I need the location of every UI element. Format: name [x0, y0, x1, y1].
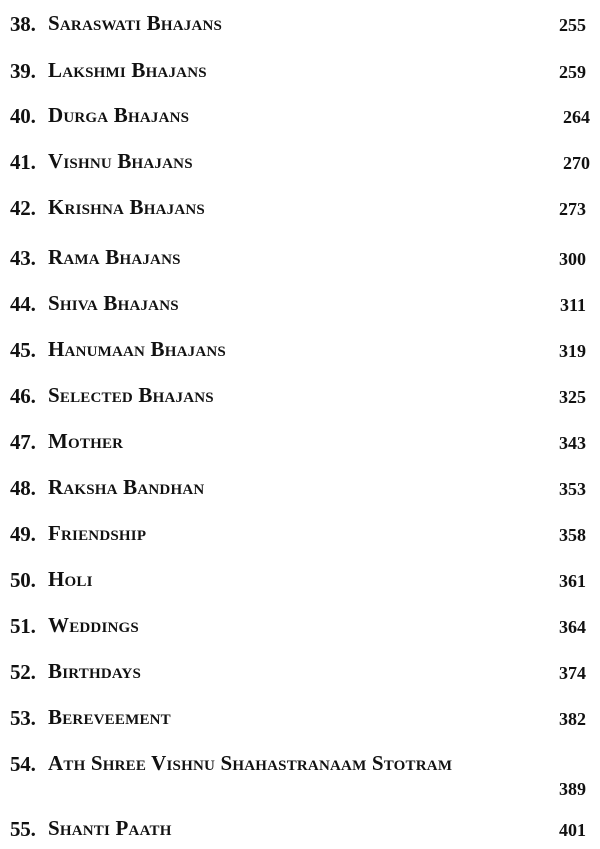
entry-page: 364	[559, 617, 586, 637]
entry-title: Bereveement	[48, 705, 171, 729]
entry-title: Weddings	[48, 613, 139, 637]
entry-number: 52.	[10, 660, 36, 684]
entry-title: Raksha Bandhan	[48, 475, 205, 499]
entry-title: Holi	[48, 567, 93, 591]
entry-number: 54.	[10, 752, 36, 776]
entry-page: 273	[559, 199, 586, 219]
entry-title: Friendship	[48, 521, 147, 545]
entry-number: 51.	[10, 614, 36, 638]
entry-page: 382	[559, 709, 586, 729]
entry-page: 343	[559, 433, 586, 453]
entry-title: Mother	[48, 429, 124, 453]
entry-number: 47.	[10, 430, 36, 454]
entry-page: 353	[559, 479, 586, 499]
entry-number: 45.	[10, 338, 36, 362]
entry-number: 49.	[10, 522, 36, 546]
entry-title: Vishnu Bhajans	[48, 149, 193, 173]
entry-title: Saraswati Bhajans	[48, 11, 223, 35]
entry-page: 264	[563, 107, 590, 127]
entry-number: 38.	[10, 12, 36, 36]
entry-title: Shiva Bhajans	[48, 291, 179, 315]
entry-page: 374	[559, 663, 586, 683]
entry-title: Selected Bhajans	[48, 383, 214, 407]
entry-page: 361	[559, 571, 586, 591]
entry-page: 319	[559, 341, 586, 361]
entry-page: 311	[559, 295, 586, 315]
entry-title: Krishna Bhajans	[48, 195, 205, 219]
entry-number: 50.	[10, 568, 36, 592]
entry-number: 43.	[10, 246, 36, 270]
entry-number: 42.	[10, 196, 36, 220]
entry-number: 53.	[10, 706, 36, 730]
entry-page: 389	[559, 779, 586, 799]
entry-page: 255	[559, 15, 586, 35]
entry-page: 401	[559, 820, 586, 840]
entry-page: 358	[559, 525, 586, 545]
entry-number: 48.	[10, 476, 36, 500]
entry-title: Durga Bhajans	[48, 103, 190, 127]
entry-number: 41.	[10, 150, 36, 174]
entry-number: 40.	[10, 104, 36, 128]
entry-title: Rama Bhajans	[48, 245, 181, 269]
entry-page: 259	[559, 62, 586, 82]
entry-number: 46.	[10, 384, 36, 408]
entry-title: Birthdays	[48, 659, 142, 683]
entry-number: 44.	[10, 292, 36, 316]
entry-title: Lakshmi Bhajans	[48, 58, 207, 82]
entry-title: Shanti Paath	[48, 816, 172, 840]
entry-number: 39.	[10, 59, 36, 83]
entry-page: 325	[559, 387, 586, 407]
entry-page: 300	[559, 249, 586, 269]
entry-title: Ath Shree Vishnu Shahastranaam Stotram	[48, 751, 453, 775]
entry-page: 270	[563, 153, 590, 173]
entry-title: Hanumaan Bhajans	[48, 337, 226, 361]
entry-number: 55.	[10, 817, 36, 841]
